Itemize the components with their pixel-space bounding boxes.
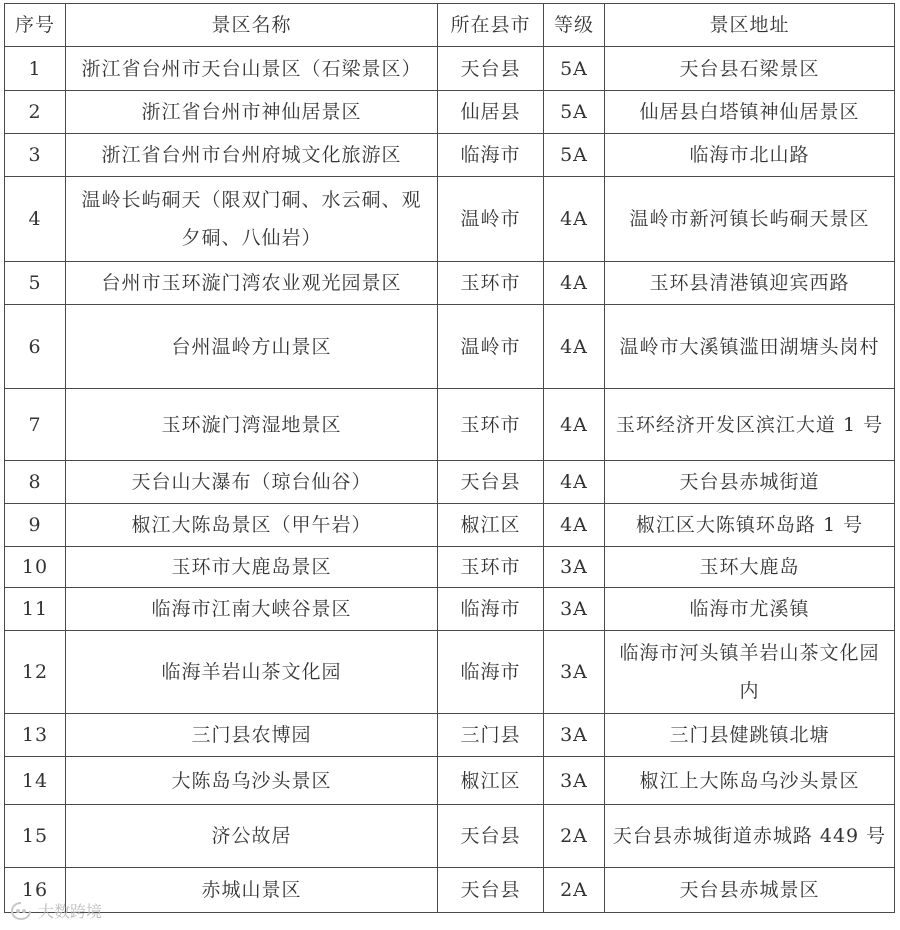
cell-county: 天台县 bbox=[438, 461, 544, 504]
cell-county: 天台县 bbox=[438, 868, 544, 913]
table-row bbox=[5, 868, 895, 913]
cell-address: 玉环经济开发区滨江大道 1 号 bbox=[605, 389, 895, 461]
table-row bbox=[5, 47, 895, 91]
cell-name: 三门县农博园 bbox=[66, 714, 438, 757]
cell-no: 3 bbox=[5, 134, 66, 177]
cell-name: 浙江省台州市台州府城文化旅游区 bbox=[66, 134, 438, 177]
cell-no: 13 bbox=[5, 714, 66, 757]
cell-address: 天台县赤城景区 bbox=[605, 868, 895, 913]
table-row bbox=[5, 547, 895, 588]
cell-no: 11 bbox=[5, 588, 66, 631]
table-row bbox=[5, 134, 895, 177]
cell-no: 6 bbox=[5, 305, 66, 389]
cell-county: 玉环市 bbox=[438, 547, 544, 588]
scenic-spot-table bbox=[4, 3, 895, 913]
cell-no: 16 bbox=[5, 868, 66, 913]
cell-address: 临海市尤溪镇 bbox=[605, 588, 895, 631]
table-row bbox=[5, 305, 895, 389]
table-row bbox=[5, 757, 895, 805]
cell-no: 12 bbox=[5, 631, 66, 714]
cell-name: 玉环漩门湾湿地景区 bbox=[66, 389, 438, 461]
cell-no: 4 bbox=[5, 177, 66, 262]
table-row bbox=[5, 262, 895, 305]
cell-level: 3A bbox=[544, 631, 605, 714]
cell-level: 4A bbox=[544, 305, 605, 389]
cell-level: 2A bbox=[544, 805, 605, 868]
cell-no: 5 bbox=[5, 262, 66, 305]
cell-name: 台州温岭方山景区 bbox=[66, 305, 438, 389]
cell-name: 椒江大陈岛景区（甲午岩） bbox=[66, 504, 438, 547]
cell-county: 椒江区 bbox=[438, 757, 544, 805]
cell-address: 天台县赤城街道赤城路 449 号 bbox=[605, 805, 895, 868]
cell-address: 三门县健跳镇北塘 bbox=[605, 714, 895, 757]
cell-level: 4A bbox=[544, 504, 605, 547]
cell-address: 玉环大鹿岛 bbox=[605, 547, 895, 588]
cell-level: 3A bbox=[544, 757, 605, 805]
table-row bbox=[5, 588, 895, 631]
cell-county: 三门县 bbox=[438, 714, 544, 757]
cell-no: 15 bbox=[5, 805, 66, 868]
cell-county: 临海市 bbox=[438, 631, 544, 714]
cell-no: 1 bbox=[5, 47, 66, 91]
table-row bbox=[5, 805, 895, 868]
cell-county: 天台县 bbox=[438, 47, 544, 91]
watermark bbox=[10, 899, 102, 922]
cell-address: 天台县赤城街道 bbox=[605, 461, 895, 504]
cell-county: 温岭市 bbox=[438, 305, 544, 389]
watermark-text: 大数跨境 bbox=[38, 902, 103, 921]
cell-county: 玉环市 bbox=[438, 262, 544, 305]
cell-county: 天台县 bbox=[438, 805, 544, 868]
cell-address: 椒江上大陈岛乌沙头景区 bbox=[605, 757, 895, 805]
cell-name: 临海羊岩山茶文化园 bbox=[66, 631, 438, 714]
header-address: 景区地址 bbox=[605, 4, 895, 47]
cell-no: 14 bbox=[5, 757, 66, 805]
table-row bbox=[5, 177, 895, 262]
cell-county: 仙居县 bbox=[438, 91, 544, 134]
table-row bbox=[5, 504, 895, 547]
cell-level: 5A bbox=[544, 91, 605, 134]
cell-name: 台州市玉环漩门湾农业观光园景区 bbox=[66, 262, 438, 305]
cell-name: 天台山大瀑布（琼台仙谷） bbox=[66, 461, 438, 504]
brand-logo-icon bbox=[10, 901, 32, 921]
cell-level: 4A bbox=[544, 262, 605, 305]
cell-county: 椒江区 bbox=[438, 504, 544, 547]
cell-level: 5A bbox=[544, 47, 605, 91]
cell-name: 浙江省台州市神仙居景区 bbox=[66, 91, 438, 134]
cell-name: 温岭长屿硐天（限双门硐、水云硐、观夕硐、八仙岩） bbox=[66, 177, 438, 262]
cell-level: 3A bbox=[544, 714, 605, 757]
cell-address: 临海市北山路 bbox=[605, 134, 895, 177]
cell-county: 临海市 bbox=[438, 134, 544, 177]
header-level: 等级 bbox=[544, 4, 605, 47]
cell-level: 3A bbox=[544, 547, 605, 588]
cell-name: 大陈岛乌沙头景区 bbox=[66, 757, 438, 805]
cell-level: 2A bbox=[544, 868, 605, 913]
cell-no: 2 bbox=[5, 91, 66, 134]
cell-name: 玉环市大鹿岛景区 bbox=[66, 547, 438, 588]
cell-level: 4A bbox=[544, 461, 605, 504]
table-row bbox=[5, 631, 895, 714]
cell-name: 赤城山景区 bbox=[66, 868, 438, 913]
cell-no: 10 bbox=[5, 547, 66, 588]
cell-address: 玉环县清港镇迎宾西路 bbox=[605, 262, 895, 305]
cell-level: 4A bbox=[544, 177, 605, 262]
cell-county: 玉环市 bbox=[438, 389, 544, 461]
header-county: 所在县市 bbox=[438, 4, 544, 47]
cell-level: 4A bbox=[544, 389, 605, 461]
table-row bbox=[5, 461, 895, 504]
cell-address: 温岭市新河镇长屿硐天景区 bbox=[605, 177, 895, 262]
cell-no: 8 bbox=[5, 461, 66, 504]
cell-name: 济公故居 bbox=[66, 805, 438, 868]
cell-no: 9 bbox=[5, 504, 66, 547]
cell-county: 临海市 bbox=[438, 588, 544, 631]
cell-address: 仙居县白塔镇神仙居景区 bbox=[605, 91, 895, 134]
cell-address: 温岭市大溪镇滥田湖塘头岗村 bbox=[605, 305, 895, 389]
table-row bbox=[5, 714, 895, 757]
cell-level: 5A bbox=[544, 134, 605, 177]
cell-level: 3A bbox=[544, 588, 605, 631]
table-header-row bbox=[5, 4, 895, 47]
cell-county: 温岭市 bbox=[438, 177, 544, 262]
header-name: 景区名称 bbox=[66, 4, 438, 47]
table-row bbox=[5, 389, 895, 461]
cell-name: 浙江省台州市天台山景区（石梁景区） bbox=[66, 47, 438, 91]
cell-address: 天台县石梁景区 bbox=[605, 47, 895, 91]
cell-no: 7 bbox=[5, 389, 66, 461]
cell-address: 临海市河头镇羊岩山茶文化园内 bbox=[605, 631, 895, 714]
table-row bbox=[5, 91, 895, 134]
cell-name: 临海市江南大峡谷景区 bbox=[66, 588, 438, 631]
header-no: 序号 bbox=[5, 4, 66, 47]
cell-address: 椒江区大陈镇环岛路 1 号 bbox=[605, 504, 895, 547]
